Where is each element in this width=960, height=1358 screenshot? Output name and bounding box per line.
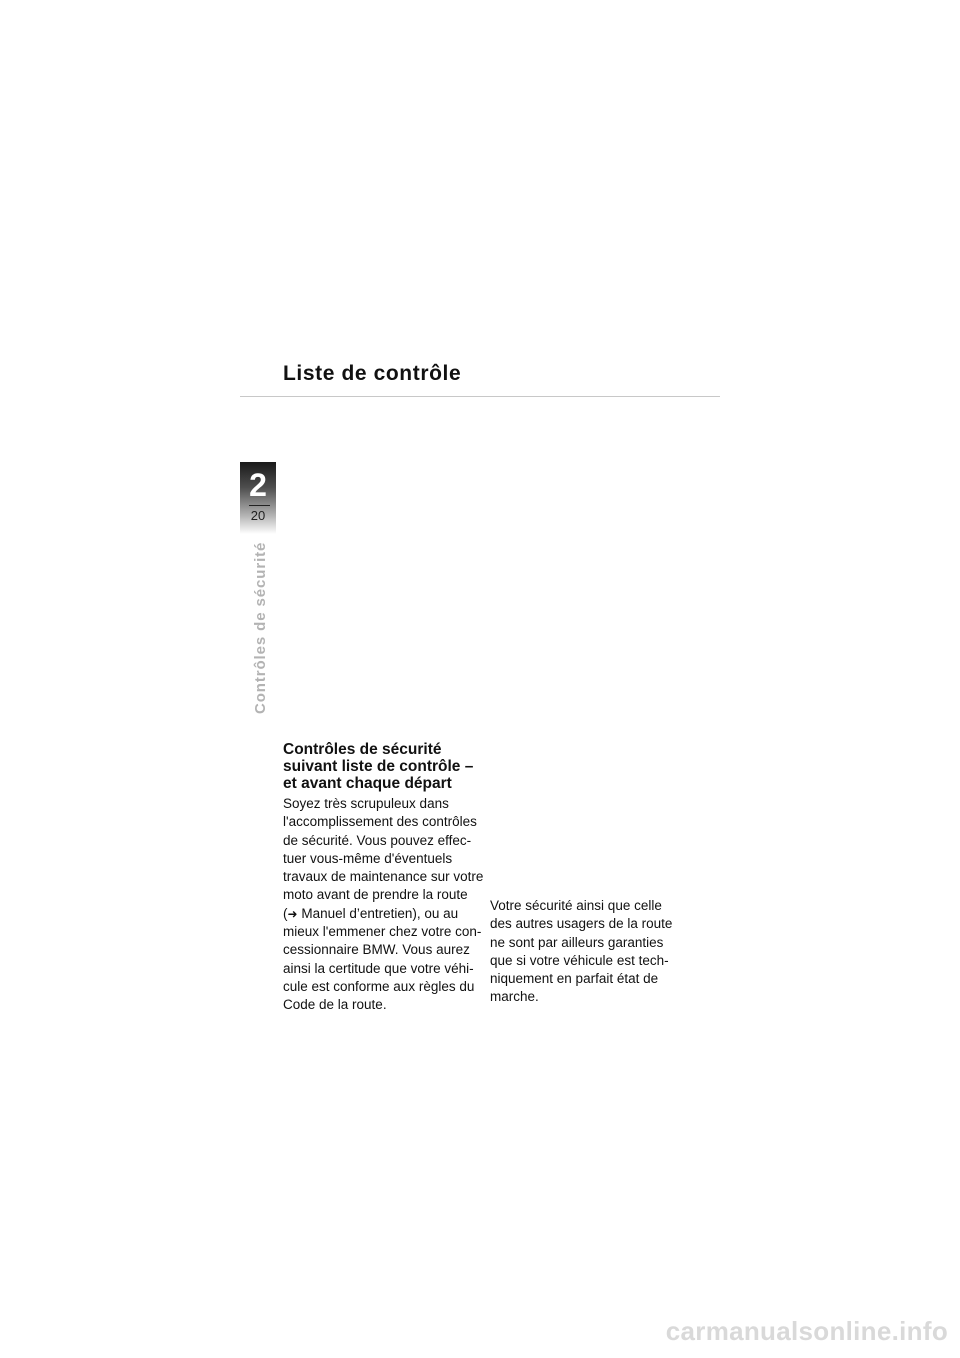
chapter-side-label: Contrôles de sécurité <box>252 541 269 714</box>
section-heading-line: suivant liste de contrôle – <box>283 758 474 775</box>
body-line: niquement en parfait état de <box>490 971 659 987</box>
reference-text: Manuel d’entretien), ou au <box>301 905 459 921</box>
body-line: tuer vous-même d'éventuels <box>283 850 453 866</box>
body-line: travaux de maintenance sur votre <box>283 869 484 885</box>
body-column-right <box>490 897 690 1007</box>
chapter-number: 2 <box>249 467 267 503</box>
section-heading-line: et avant chaque départ <box>283 775 452 792</box>
body-line: l'accomplissement des contrôles <box>283 814 477 830</box>
page-number: 20 <box>250 508 266 523</box>
body-line: de sécurité. Vous pouvez effec- <box>283 832 472 848</box>
chapter-divider <box>249 505 270 506</box>
body-line: cessionnaire BMW. Vous aurez <box>283 942 470 958</box>
open-paren: ( <box>283 905 288 921</box>
body-line: Code de la route. <box>283 997 387 1013</box>
body-line-with-reference <box>283 905 483 923</box>
body-line: moto avant de prendre la route <box>283 887 468 903</box>
page-title: Liste de contrôle <box>283 362 462 385</box>
body-line: ainsi la certitude que votre véhi- <box>283 960 474 976</box>
body-line: des autres usagers de la route <box>490 916 673 932</box>
body-line: Soyez très scrupuleux dans <box>283 796 449 811</box>
body-line: que si votre véhicule est tech- <box>490 952 669 968</box>
body-line: cule est conforme aux règles du <box>283 978 475 994</box>
body-line: mieux l'emmener chez votre con- <box>283 924 482 940</box>
body-line: ne sont par ailleurs garanties <box>490 934 664 950</box>
watermark: carmanualsonline.info <box>665 1316 948 1346</box>
section-heading <box>283 741 488 792</box>
section-heading-line: Contrôles de sécurité <box>283 741 442 758</box>
body-column-left <box>283 795 483 1015</box>
body-line: Votre sécurité ainsi que celle <box>490 898 662 913</box>
title-divider <box>240 396 720 397</box>
arrow-right-icon: ➜ <box>287 906 298 921</box>
body-line: marche. <box>490 989 539 1005</box>
